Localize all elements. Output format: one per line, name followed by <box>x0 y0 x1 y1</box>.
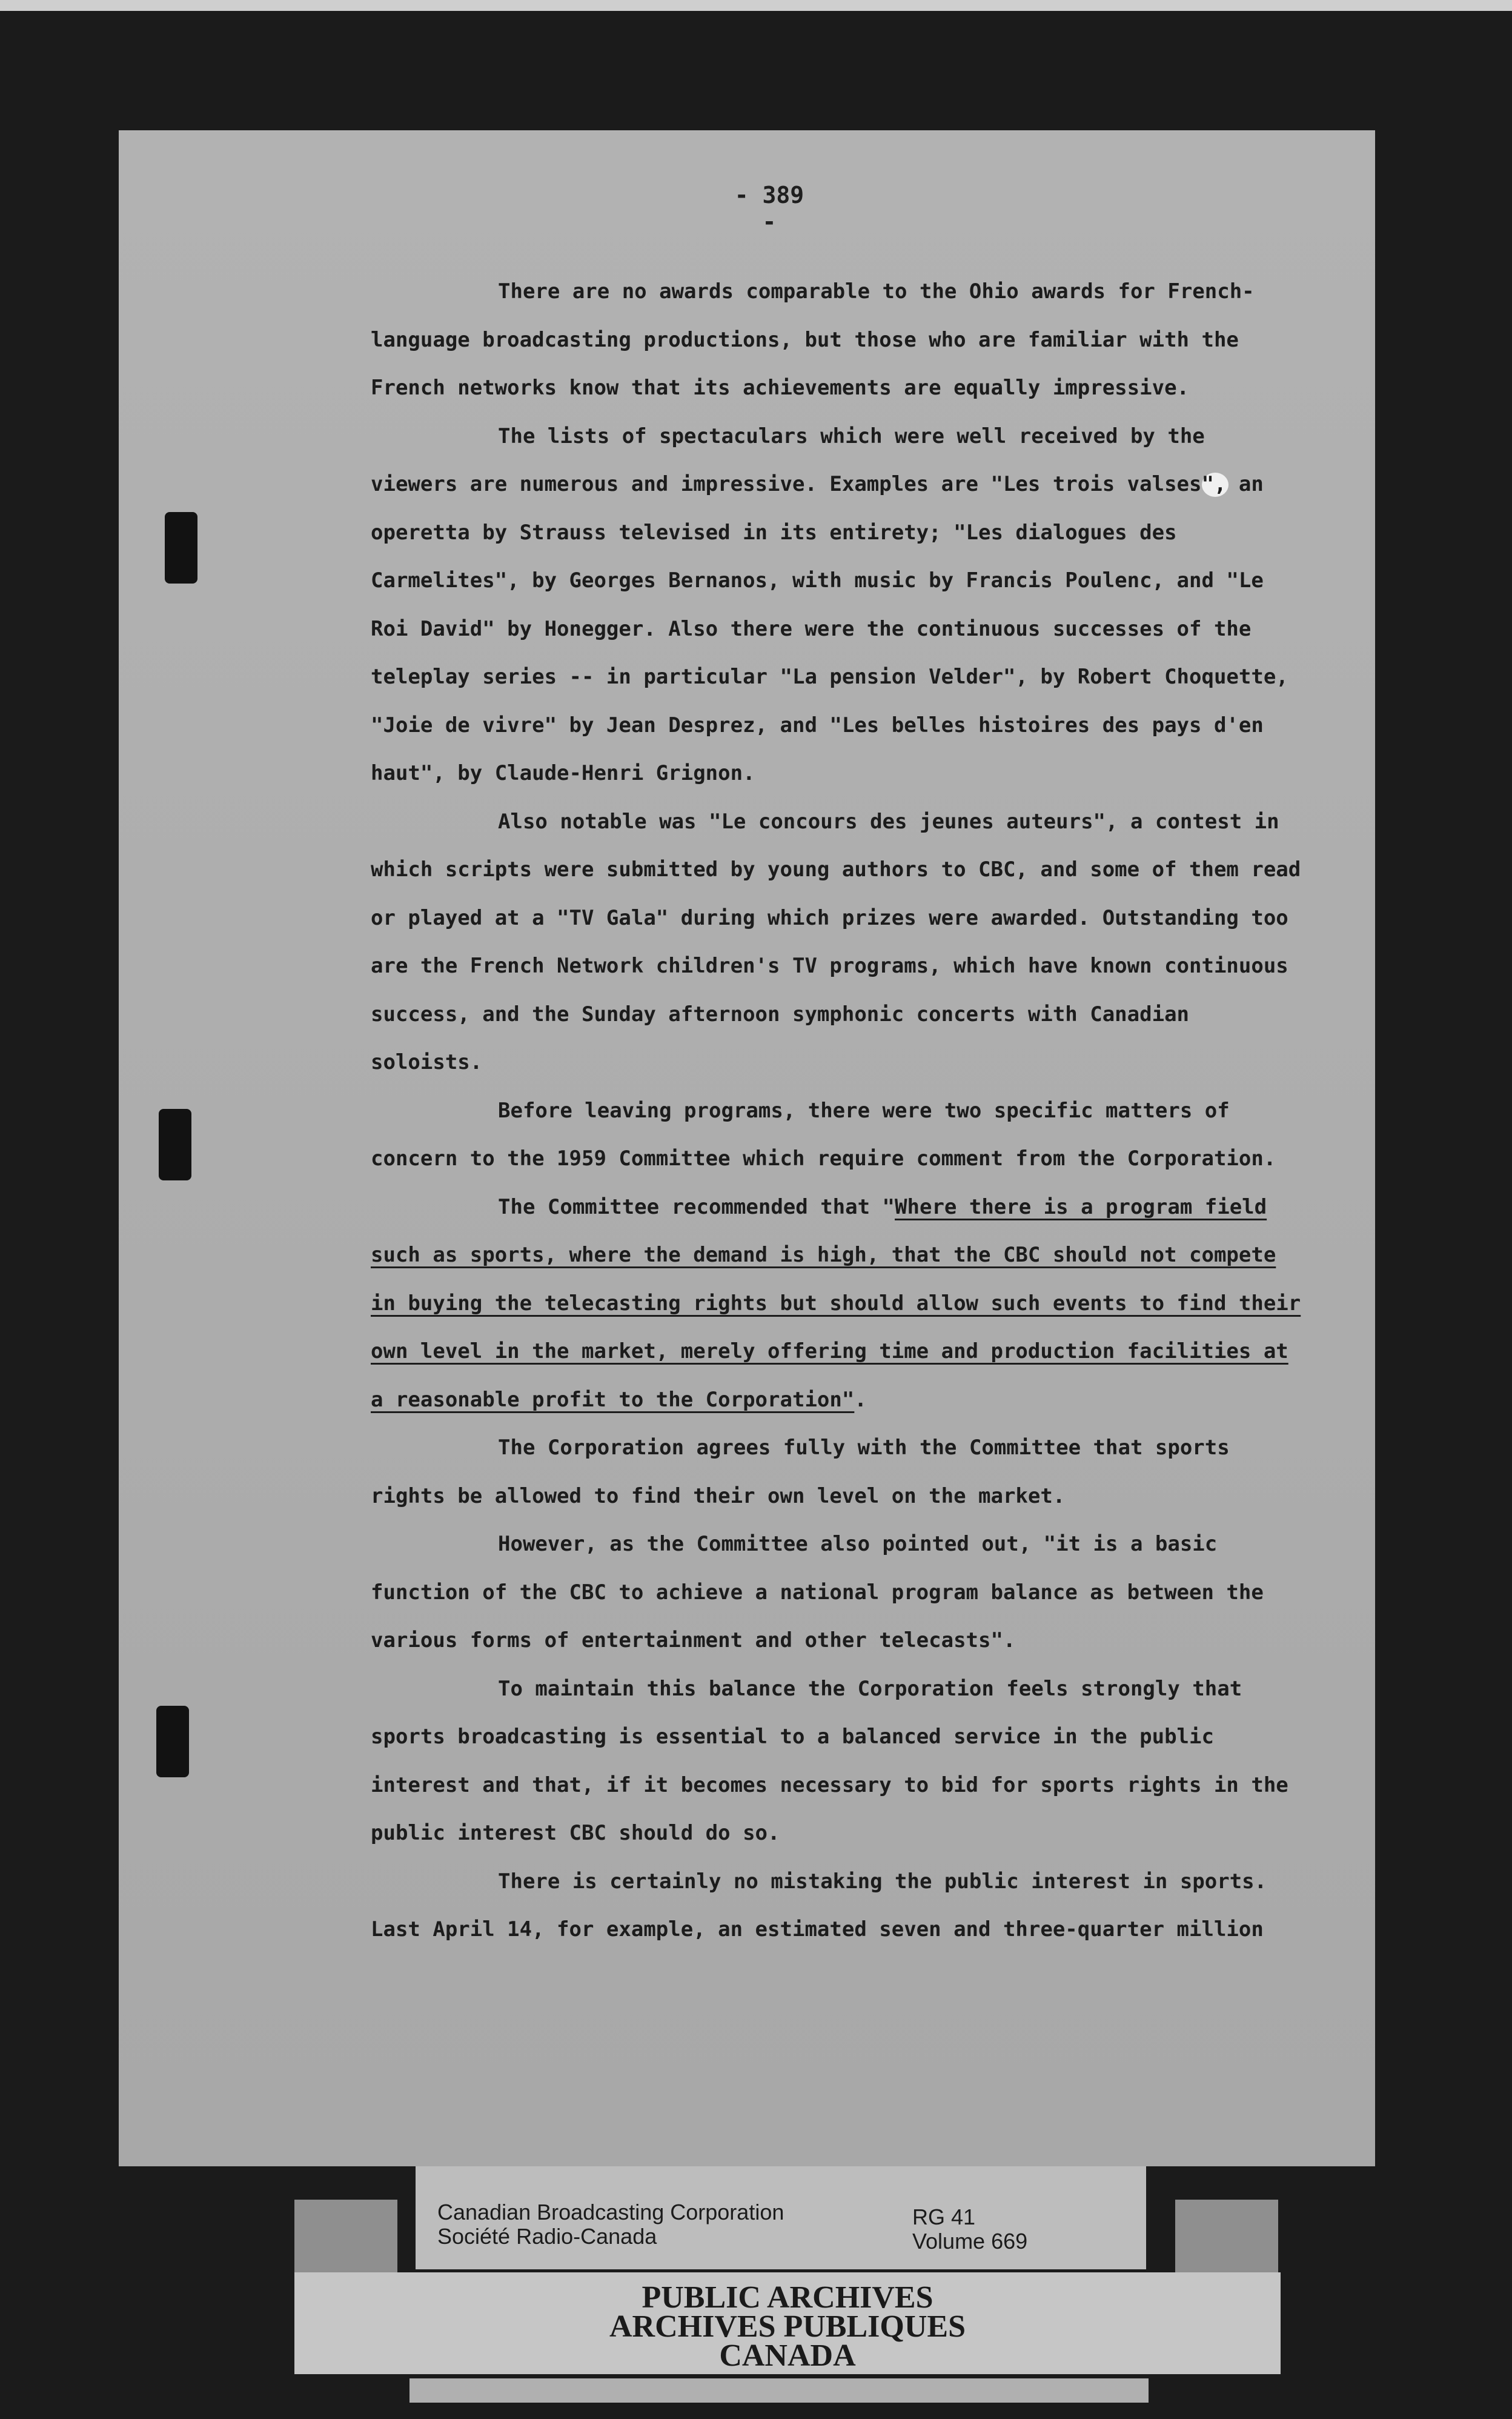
paragraph: Also notable was "Le concours des jeunes auteurs", a contest in which scripts were submitted by young authors to CBC, and some of them read or played at a "TV Gala" during which prizes were awarded. Outstanding too are the French Network children's TV programs, which have known continuous success, and the Sunday afternoon symphonic concerts with Canadian soloists. <box>371 809 1301 1074</box>
binder-hole-middle <box>159 1109 191 1180</box>
paragraph: Before leaving programs, there were two specific matters of concern to the 1959 Committee which require comment from the Corporation. <box>371 1098 1276 1171</box>
binder-hole-top <box>165 512 197 584</box>
paragraph: The lists of spectaculars which were well received by the viewers are numerous and impressive. Examples are "Les trois valses", an operetta by Strauss televised in its entirety; "Les dialogues des Carmelites", by Georges Bernanos, with music by Francis Poulenc, and "Le Roi David" by Honegger. Also there were the continuous successes of the teleplay series -- in particular "La pension Velder", by Robert Choquette, "Joie de vivre" by Jean Desprez, and "Les belles histoires des pays d'en haut", by Claude-Henri Grignon. <box>371 424 1288 785</box>
stamp-line-country: CANADA <box>719 2338 856 2373</box>
archive-org <box>437 2200 784 2249</box>
archive-reference <box>912 2205 1027 2254</box>
label-right-tab <box>1175 2200 1278 2278</box>
label-left-tab <box>294 2200 397 2278</box>
paragraph: To maintain this balance the Corporation feels strongly that sports broadcasting is essential to a balanced service in the public interest and that, if it becomes necessary to bid for sports rights in the public interest CBC should do so. <box>371 1676 1288 1845</box>
paragraph: The Corporation agrees fully with the Committee that sports rights be allowed to find their own level on the market. <box>371 1436 1230 1508</box>
archives-stamp <box>294 2272 1281 2374</box>
recommendation-paragraph: The Committee recommended that "Where there is a program field such as sports, where the demand is high, that the CBC should not compete in buying the telecasting rights but should allow such events to find their own level in the market, merely offering time and production facilities at a reasonable profit to the Corporation". <box>371 1194 1301 1412</box>
archive-label <box>416 2166 1146 2269</box>
org-french: Société Radio-Canada <box>437 2224 657 2249</box>
paragraph: There is certainly no mistaking the public interest in sports. Last April 14, for example, an estimated seven and three-quarter million <box>371 1869 1267 1942</box>
volume-number: Volume 669 <box>912 2229 1028 2254</box>
binder-hole-bottom <box>156 1706 189 1777</box>
film-edge <box>0 0 1512 11</box>
org-english: Canadian Broadcasting Corporation <box>437 2200 784 2224</box>
stamp-line-french: ARCHIVES PUBLIQUES <box>609 2309 966 2344</box>
page-number: - 389 - <box>734 182 804 235</box>
paragraph: There are no awards comparable to the Ohio awards for French-language broadcasting productions, but those who are familiar with the French networks know that its achievements are equally impressive. <box>371 279 1255 400</box>
stamp-line-english: PUBLIC ARCHIVES <box>642 2280 933 2315</box>
film-edge-bottom <box>409 2378 1149 2403</box>
record-group: RG 41 <box>912 2204 976 2229</box>
paragraph: However, as the Committee also pointed out, "it is a basic function of the CBC to achieve a national program balance as between the various forms of entertainment and other telecasts". <box>371 1532 1264 1652</box>
underlined-quote: Where there is a program field such as sports, where the demand is high, that the CBC should not compete in buying the telecasting rights but should allow such events to find their own level in the market, merely offering time and production facilities at a reasonable profit to the Corporation" <box>371 1194 1301 1412</box>
body-text <box>371 268 1304 1954</box>
